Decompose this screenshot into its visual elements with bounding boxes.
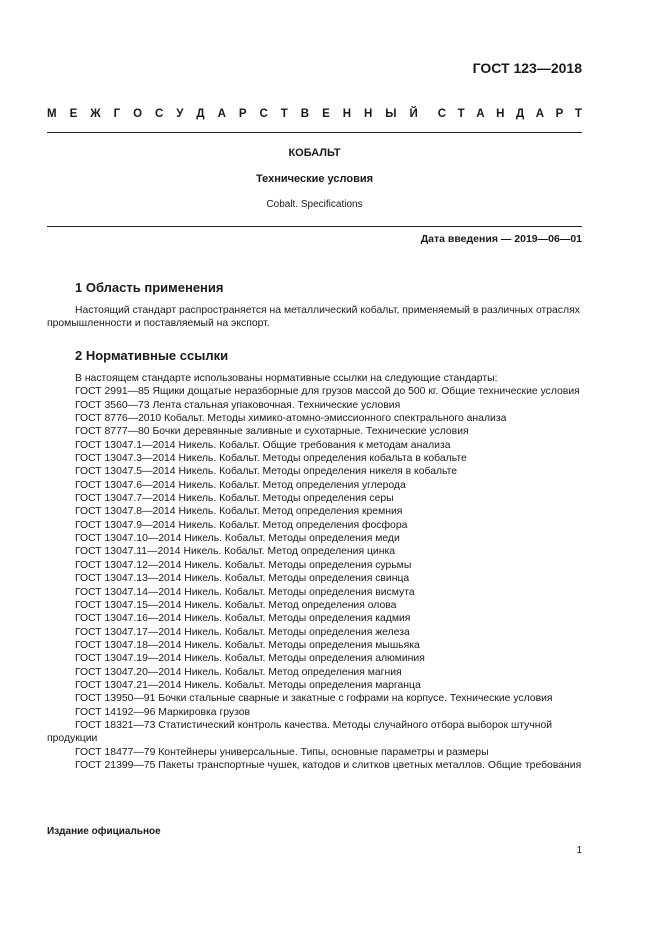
reference-item: ГОСТ 21399—75 Пакеты транспортные чушек, катодов и слитков цветных металлов. Общие требования [75, 759, 582, 771]
official-edition-label: Издание официальное [47, 826, 161, 837]
reference-item: ГОСТ 13047.7—2014 Никель. Кобальт. Методы определения серы [75, 493, 394, 505]
interstate-word2: С Т А Н Д А Р Т [437, 108, 582, 120]
document-code: ГОСТ 123—2018 [472, 60, 582, 76]
section-1-text-body: Настоящий стандарт распространяется на металлический кобальт, применяемый в различных отраслях промышленности и поставляемый на экспорт. [47, 305, 580, 330]
introduction-date: Дата введения — 2019—06—01 [420, 233, 582, 245]
reference-item: ГОСТ 13047.16—2014 Никель. Кобальт. Методы определения кадмия [75, 613, 411, 625]
reference-item: ГОСТ 13047.8—2014 Никель. Кобальт. Метод определения кремния [75, 506, 403, 518]
reference-item: ГОСТ 13047.14—2014 Никель. Кобальт. Методы определения висмута [75, 586, 415, 598]
reference-item: ГОСТ 13047.9—2014 Никель. Кобальт. Метод определения фосфора [75, 519, 408, 531]
reference-item: ГОСТ 13047.18—2014 Никель. Кобальт. Методы определения мышьяка [75, 639, 420, 651]
standard-english-title: Cobalt. Specifications [266, 199, 363, 210]
interstate-word1: М Е Ж Г О С У Д А Р С Т В Е Н Н Ы Й [47, 108, 418, 120]
standard-subtitle: Технические условия [255, 173, 374, 185]
top-divider [47, 132, 582, 133]
reference-item: ГОСТ 13047.1—2014 Никель. Кобальт. Общие требования к методам анализа [75, 439, 451, 451]
interstate-standard-banner [47, 108, 582, 120]
reference-item: ГОСТ 13047.21—2014 Никель. Кобальт. Методы определения марганца [75, 679, 421, 691]
reference-item: ГОСТ 13047.17—2014 Никель. Кобальт. Методы определения железа [75, 626, 410, 638]
section-2-heading: 2 Нормативные ссылки [75, 348, 229, 363]
reference-item: ГОСТ 13047.5—2014 Никель. Кобальт. Методы определения никеля в кобальте [75, 466, 458, 478]
reference-item: ГОСТ 8777—80 Бочки деревянные заливные и сухотарные. Технические условия [75, 426, 469, 438]
reference-item: ГОСТ 13950—91 Бочки стальные сварные и закатные с гофрами на корпусе. Технические условия [75, 693, 553, 705]
title-divider [47, 226, 582, 227]
references-list [47, 372, 582, 772]
reference-item: ГОСТ 8776—2010 Кобальт. Методы химико-атомно-эмиссионного спектрального анализа [75, 413, 507, 425]
reference-item: ГОСТ 3560—73 Лента стальная упаковочная. Технические условия [75, 399, 401, 411]
reference-item: ГОСТ 13047.3—2014 Никель. Кобальт. Методы определения кобальта в кобальте [75, 453, 467, 465]
reference-item: ГОСТ 13047.15—2014 Никель. Кобальт. Метод определения олова [75, 599, 397, 611]
reference-item: ГОСТ 18477—79 Контейнеры универсальные. Типы, основные параметры и размеры [75, 746, 489, 758]
standard-title: КОБАЛЬТ [288, 147, 341, 159]
reference-item: ГОСТ 18321—73 Статистический контроль качества. Методы случайного отбора выборок штучной продукции [47, 719, 553, 745]
reference-item: ГОСТ 13047.19—2014 Никель. Кобальт. Методы определения алюминия [75, 653, 425, 665]
reference-item: ГОСТ 13047.10—2014 Никель. Кобальт. Методы определения меди [75, 533, 400, 545]
section-1-text [47, 304, 582, 331]
references-intro: В настоящем стандарте использованы нормативные ссылки на следующие стандарты: [75, 373, 498, 384]
section-1-heading: 1 Область применения [75, 280, 224, 295]
reference-item: ГОСТ 13047.13—2014 Никель. Кобальт. Методы определения свинца [75, 573, 410, 585]
reference-item: ГОСТ 13047.11—2014 Никель. Кобальт. Метод определения цинка [75, 546, 396, 558]
reference-item: ГОСТ 2991—85 Ящики дощатые неразборные для грузов массой до 500 кг. Общие технические условия [75, 386, 580, 398]
reference-item: ГОСТ 14192—96 Маркировка грузов [75, 706, 251, 718]
reference-item: ГОСТ 13047.12—2014 Никель. Кобальт. Методы определения сурьмы [75, 559, 412, 571]
reference-item: ГОСТ 13047.6—2014 Никель. Кобальт. Метод определения углерода [75, 479, 406, 491]
reference-item: ГОСТ 13047.20—2014 Никель. Кобальт. Метод определения магния [75, 666, 402, 678]
page-number: 1 [576, 845, 582, 856]
